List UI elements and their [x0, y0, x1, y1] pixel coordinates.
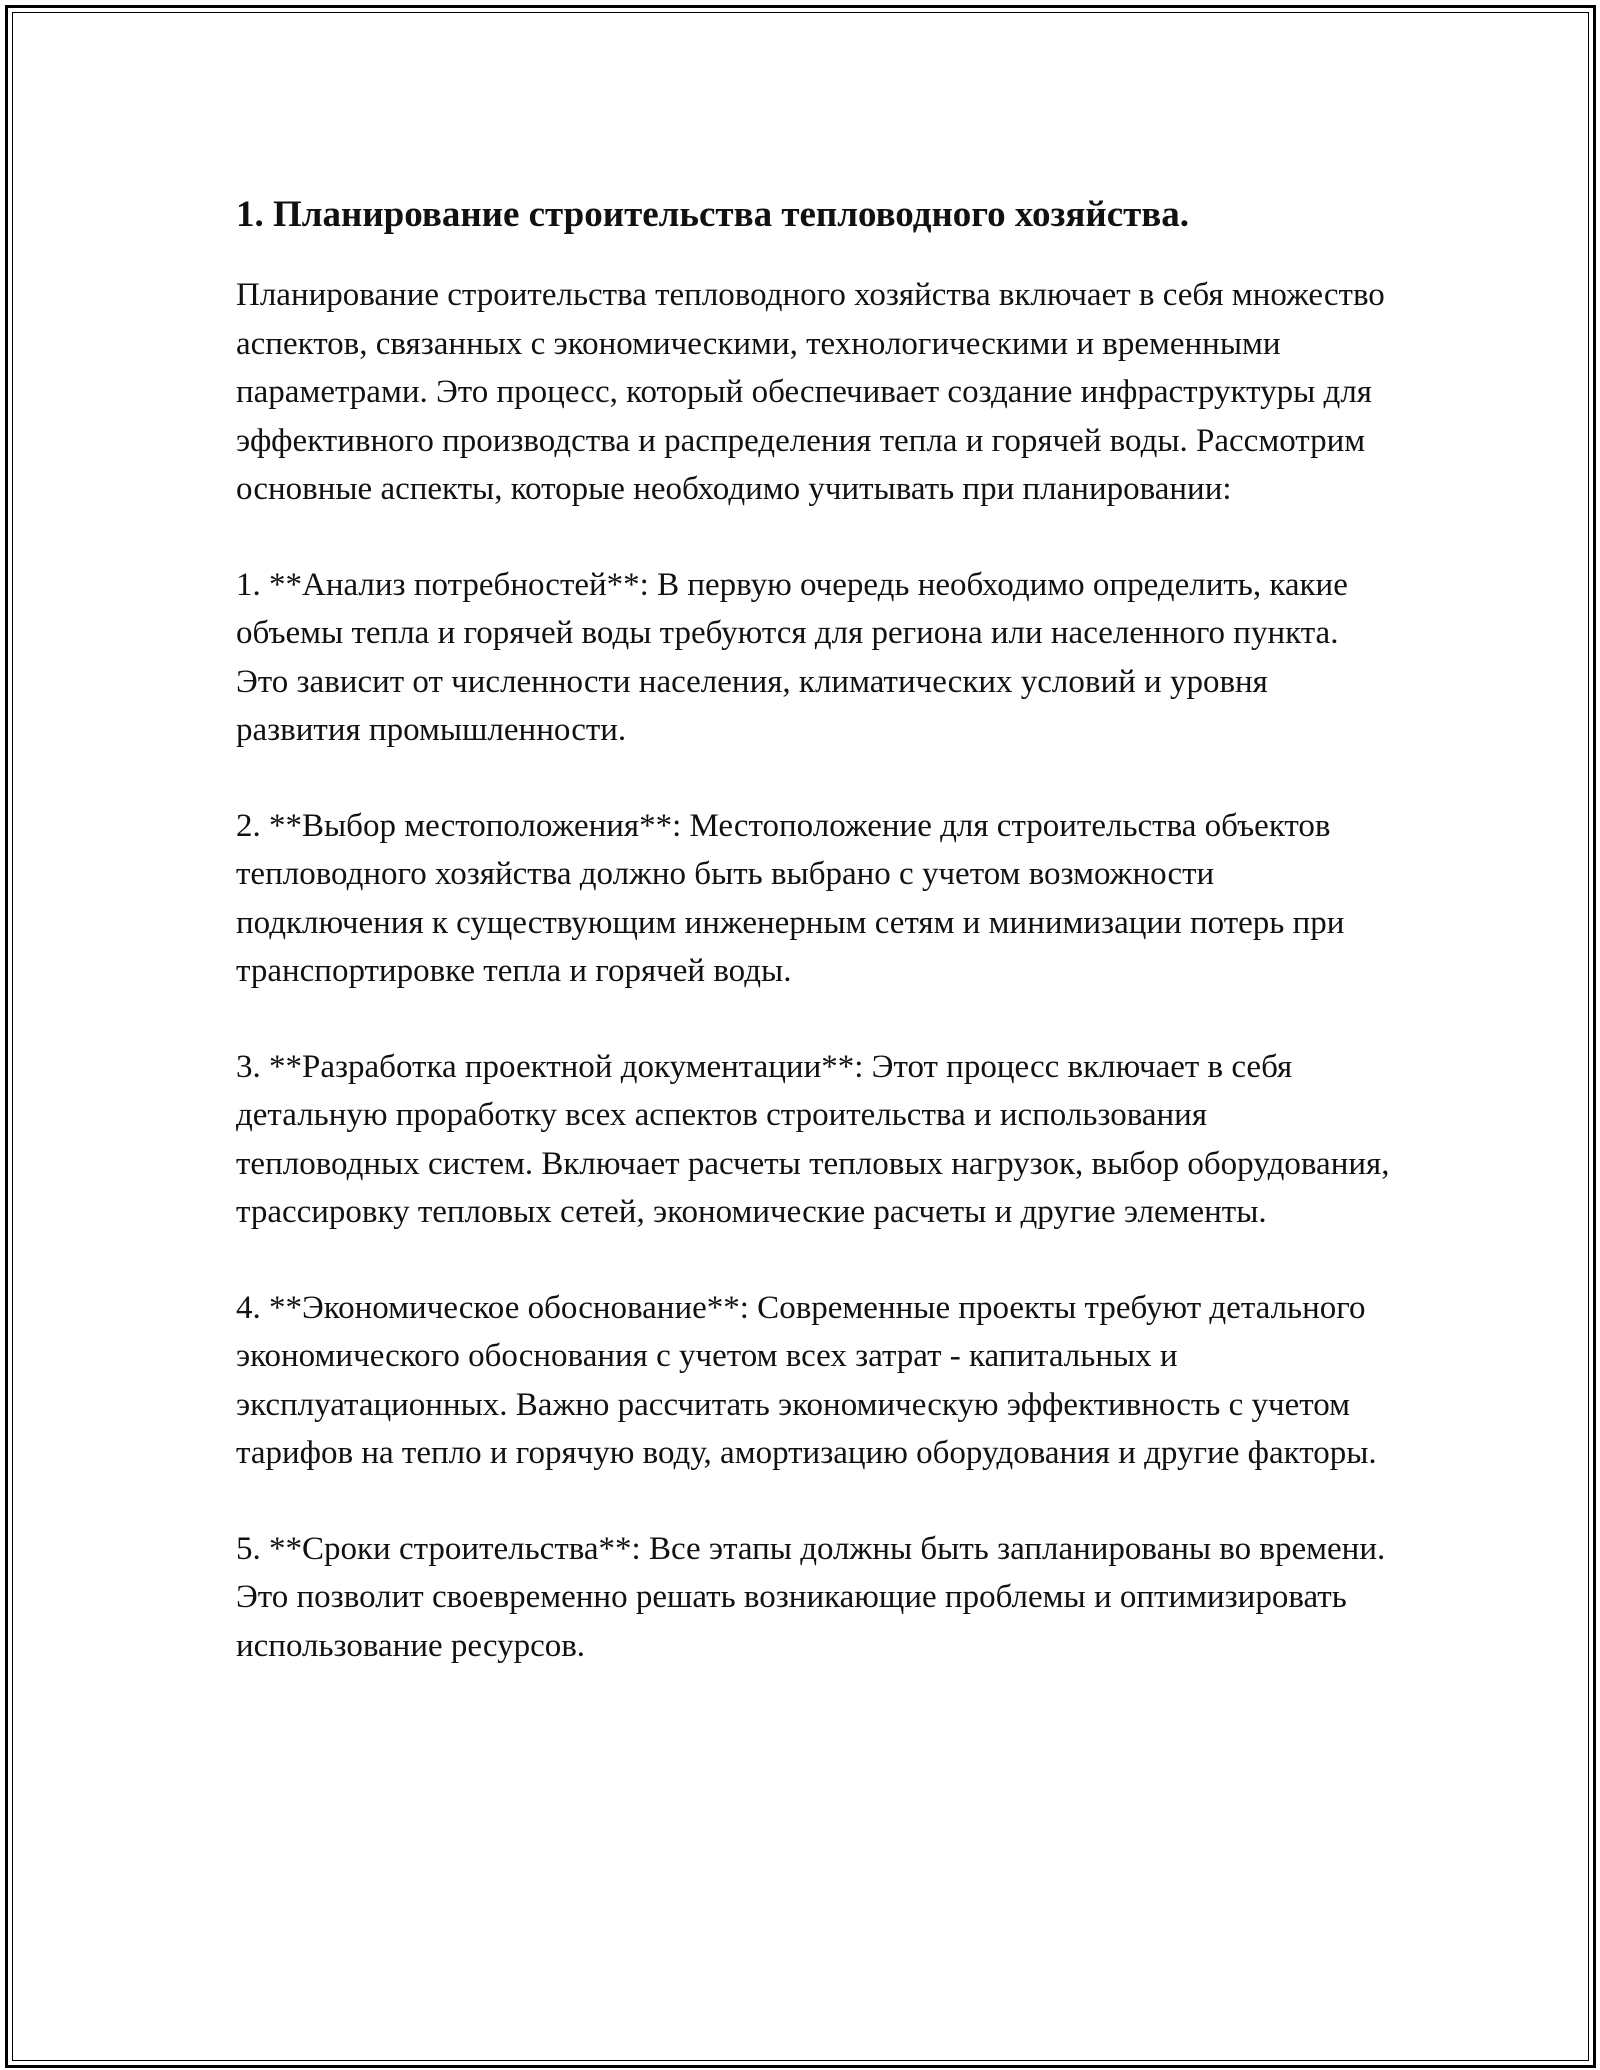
list-item-project-documentation: 3. **Разработка проектной документации**: Этот процесс включает в себя детальную проработку всех аспектов строительства и использования тепловодных систем. Включает расчеты тепловых нагрузок, выбор оборудования, трассировку тепловых сетей, экономические расчеты и другие элементы. — [236, 1048, 1390, 1230]
document-body — [236, 185, 1396, 1717]
list-item-construction-timeline: 5. **Сроки строительства**: Все этапы должны быть запланированы во времени. Это позволит своевременно решать возникающие проблемы и оптимизировать использование ресурсов. — [236, 1530, 1386, 1664]
list-item-economic-justification: 4. **Экономическое обоснование**: Современные проекты требуют детального экономического обоснования с учетом всех затрат - капитальных и эксплуатационных. Важно рассчитать экономическую эффективность с учетом тарифов на тепло и горячую воду, амортизацию оборудования и другие факторы. — [236, 1289, 1377, 1471]
list-item-needs-analysis: 1. **Анализ потребностей**: В первую очередь необходимо определить, какие объемы тепла и горячей воды требуются для региона или населенного пункта. Это зависит от численности населения, климатических условий и уровня развития промышленности. — [236, 566, 1348, 748]
section-heading: 1. Планирование строительства тепловодного хозяйства. — [236, 194, 1190, 235]
list-item-location-choice: 2. **Выбор местоположения**: Местоположение для строительства объектов тепловодного хозяйства должно быть выбрано с учетом возможности подключения к существующим инженерным сетям и минимизации потерь при транспортировке тепла и горячей воды. — [236, 807, 1345, 989]
intro-paragraph: Планирование строительства тепловодного хозяйства включает в себя множество аспектов, связанных с экономическими, технологическими и временными параметрами. Это процесс, который обеспечивает создание инфраструктуры для эффективного производства и распределения тепла и горячей воды. Рассмотрим основные аспекты, которые необходимо учитывать при планировании: — [236, 277, 1385, 507]
